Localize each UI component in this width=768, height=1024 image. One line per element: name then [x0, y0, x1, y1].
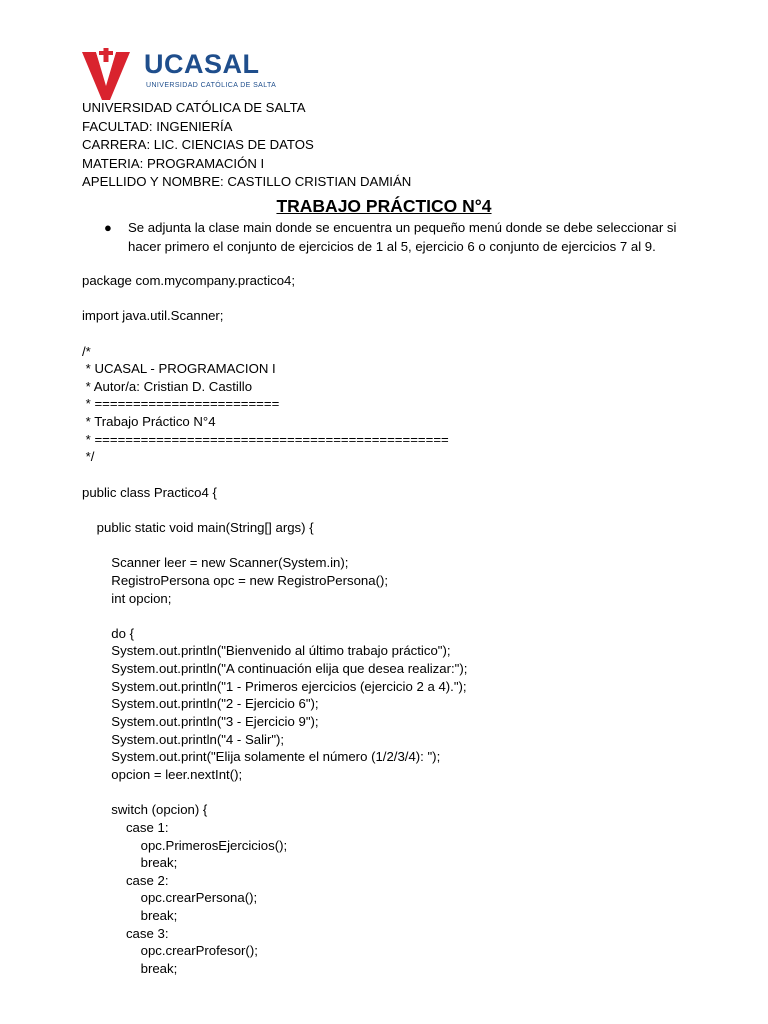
- code-line: break;: [82, 960, 178, 976]
- student-line: APELLIDO Y NOMBRE: CASTILLO CRISTIAN DAMIÁN: [82, 174, 412, 189]
- code-line: System.out.println("A continuación elija que desea realizar:");: [82, 661, 468, 677]
- code-line: System.out.println("1 - Primeros ejercicios (ejercicio 2 a 4).");: [82, 678, 467, 694]
- code-line: [82, 290, 467, 308]
- code-line: package com.mycompany.practico4;: [82, 273, 296, 288]
- code-line: System.out.println("4 - Salir");: [82, 731, 285, 747]
- code-line: /*: [82, 343, 91, 359]
- faculty-line: FACULTAD: INGENIERÍA: [82, 118, 233, 134]
- logo-subtitle: UNIVERSIDAD CATÓLICA DE SALTA: [146, 82, 277, 89]
- ucasal-logo: [82, 48, 282, 100]
- bullet-dot-icon: ●: [104, 220, 112, 235]
- code-line: opcion = leer.nextInt();: [82, 766, 243, 782]
- document-title: TRABAJO PRÁCTICO N°4: [276, 196, 492, 216]
- code-line: case 2:: [82, 872, 169, 888]
- code-line: [82, 501, 467, 519]
- code-line: switch (opcion) {: [82, 802, 208, 818]
- code-line: do {: [82, 625, 135, 641]
- code-line: System.out.print("Elija solamente el número (1/2/3/4): ");: [82, 749, 441, 765]
- code-line: break;: [82, 855, 178, 871]
- code-line: */: [82, 449, 95, 465]
- code-line: RegistroPersona opc = new RegistroPersona();: [82, 572, 389, 588]
- document-header: [82, 99, 411, 192]
- code-line: [82, 784, 467, 802]
- ucasal-emblem-icon: [82, 48, 130, 100]
- code-line: * Autor/a: Cristian D. Castillo: [82, 378, 253, 394]
- code-line: case 3:: [82, 925, 169, 941]
- intro-bullet-text: Se adjunta la clase main donde se encuentra un pequeño menú donde se debe seleccionar si hacer primero el conjunto de ejercicios de 1 al 5, ejercicio 6 o conjunto de ejercicios 7 al 9.: [128, 220, 677, 254]
- logo-wordmark: UCASAL: [144, 49, 260, 79]
- university-line: UNIVERSIDAD CATÓLICA DE SALTA: [82, 100, 306, 115]
- career-line: CARRERA: LIC. CIENCIAS DE DATOS: [82, 137, 314, 152]
- subject-line: MATERIA: PROGRAMACIÓN I: [82, 155, 265, 171]
- code-block: [82, 272, 467, 978]
- code-line: opc.crearProfesor();: [82, 943, 258, 959]
- code-line: Scanner leer = new Scanner(System.in);: [82, 555, 349, 571]
- code-line: public class Practico4 {: [82, 484, 217, 500]
- code-line: opc.PrimerosEjercicios();: [82, 837, 288, 853]
- code-line: * ========================: [82, 396, 280, 412]
- code-line: System.out.println("Bienvenido al último trabajo práctico");: [82, 643, 451, 659]
- code-line: * Trabajo Práctico N°4: [82, 414, 216, 430]
- code-line: public static void main(String[] args) {: [82, 519, 314, 535]
- code-line: [82, 325, 467, 343]
- code-line: opc.crearPersona();: [82, 890, 258, 906]
- code-line: int opcion;: [82, 590, 172, 606]
- code-line: import java.util.Scanner;: [82, 308, 224, 324]
- code-line: System.out.println("2 - Ejercicio 6");: [82, 696, 319, 712]
- code-line: System.out.println("3 - Ejercicio 9");: [82, 714, 319, 730]
- code-line: [82, 607, 467, 625]
- code-line: case 1:: [82, 819, 169, 835]
- code-line: * UCASAL - PROGRAMACION I: [82, 361, 276, 377]
- code-line: [82, 537, 467, 555]
- code-line: break;: [82, 908, 178, 924]
- code-line: [82, 466, 467, 484]
- code-line: * ==============================================: [82, 431, 449, 447]
